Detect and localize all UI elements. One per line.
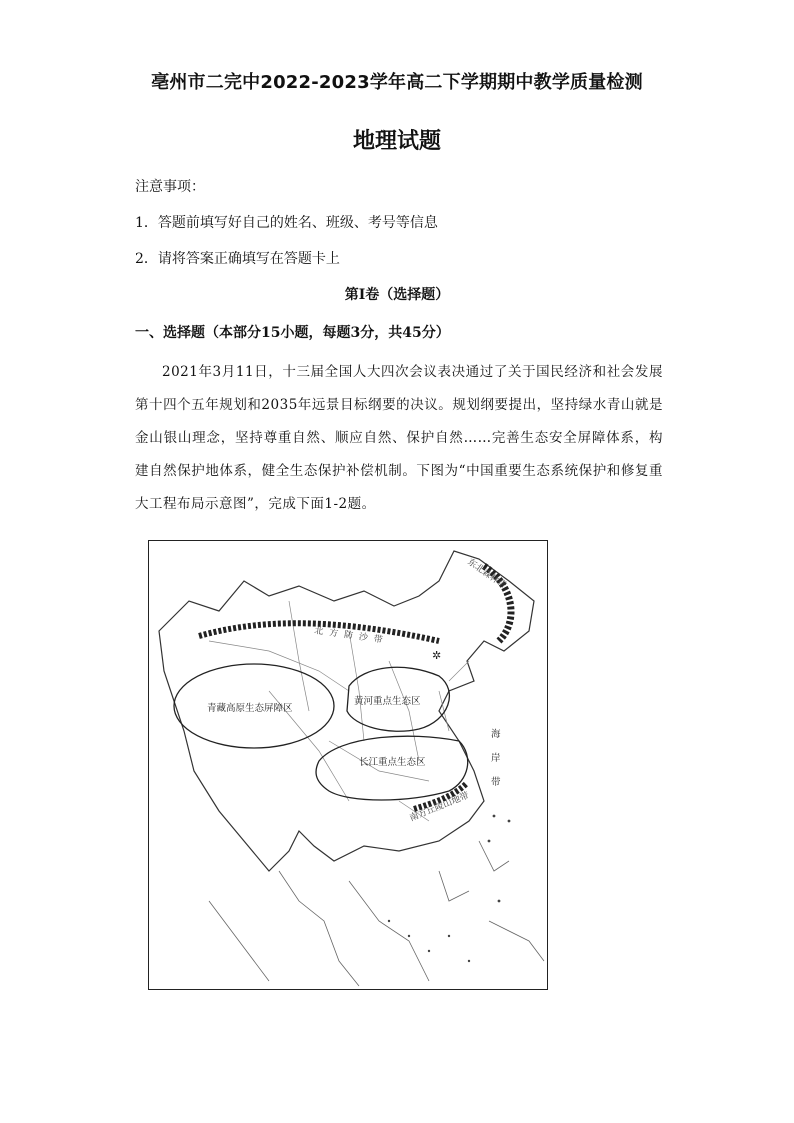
label-coast-1: 海: [491, 729, 501, 740]
notes-heading: 注意事项：: [135, 179, 205, 195]
section-title: 第I卷（选择题）: [344, 287, 450, 303]
note-item-2: 2．请将答案正确填写在答题卡上: [135, 251, 340, 267]
label-south-hills: 南方丘陵山地带: [408, 790, 471, 824]
label-northeast-forest: 东北森林带: [465, 557, 508, 592]
islands: [388, 815, 511, 963]
sea-landmass: [209, 841, 544, 986]
label-qinghai-tibet: 青藏高原生态屏障区: [207, 703, 293, 714]
label-north-sand: 北方防沙带: [313, 626, 390, 647]
map-svg: [149, 541, 547, 989]
label-coast-2: 岸: [491, 753, 501, 764]
label-coast-3: 带: [491, 777, 501, 788]
page-subtitle: 地理试题: [352, 129, 441, 154]
ecology-map: [148, 540, 548, 990]
page-title: 亳州市二完中2022-2023学年高二下学期期中教学质量检测: [151, 72, 643, 93]
label-yellow-river: 黄河重点生态区: [354, 696, 421, 707]
passage: 2021年3月11日，十三届全国人大四次会议表决通过了关于国民经济和社会发展第十四个五年规划和2035年远景目标纲要的决议。规划纲要提出，坚持绿水青山就是金山银山理念，坚持尊重自然、顺应自然、保护自然……完善生态安全屏障体系，构建自然保护地体系，健全生态保护补偿机制。下图为“中国重要生态系统保护和修复重大工程布局示意图”，完成下面1-2题。: [135, 364, 663, 512]
capital-star-icon: ✲: [432, 649, 442, 662]
label-yangtze: 长江重点生态区: [359, 757, 426, 768]
yangtze-zone: [316, 736, 468, 800]
note-item-1: 1．答题前填写好自己的姓名、班级、考号等信息: [135, 215, 438, 231]
question-heading: 一、选择题（本部分15小题，每题3分，共45分）: [135, 325, 450, 341]
